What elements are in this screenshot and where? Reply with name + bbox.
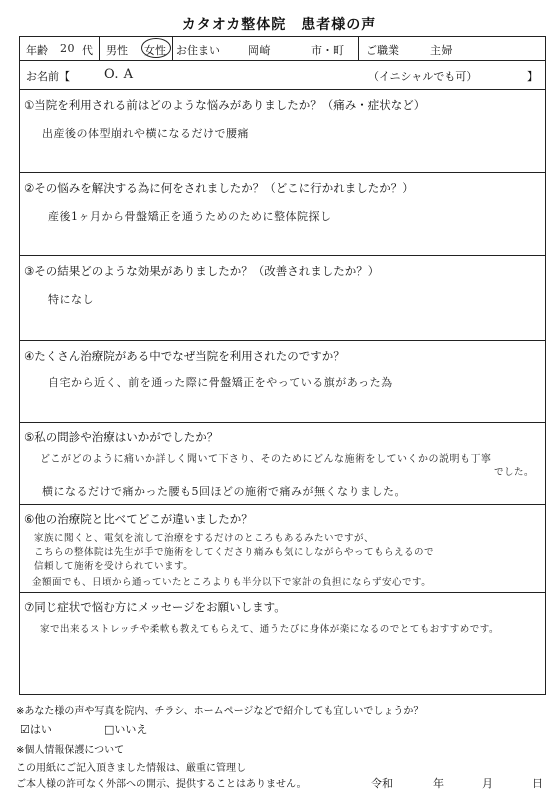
question-3-label: ③その結果どのような効果がありましたか？（改善されましたか？）: [24, 264, 380, 278]
question-3-answer: 特になし: [48, 293, 94, 306]
age-unit: 代: [82, 44, 93, 57]
divider: [20, 89, 545, 90]
date-era: 令和: [371, 777, 393, 790]
job-value: 主婦: [430, 44, 453, 57]
question-5-answer-line-3: 横になるだけで痛かった腰も5回ほどの施術で痛みが無くなりました。: [42, 485, 406, 498]
job-label: ご職業: [366, 44, 399, 57]
privacy-line-1: この用紙にご記入頂きました情報は、厳重に管理し: [16, 763, 246, 774]
divider: [172, 37, 173, 60]
privacy-line-2: ご本人様の許可なく外部への開示、提供することはありません。: [16, 779, 307, 790]
name-label: お名前【: [26, 70, 70, 83]
consent-no-option[interactable]: □いいえ: [104, 723, 148, 736]
name-hint: （イニシャルでも可）: [368, 70, 478, 83]
address-value: 岡崎: [248, 44, 271, 57]
privacy-heading: ※個人情報保護について: [16, 745, 125, 756]
age-label: 年齢: [26, 44, 48, 57]
consent-question: ※あなた様の声や写真を院内、チラシ、ホームページなどで紹介しても宜しいでしょうか？: [16, 706, 424, 717]
questionnaire-form: [19, 36, 546, 695]
divider: [20, 422, 545, 423]
question-2-answer: 産後1ヶ月から骨盤矯正を通うためのために整体院探し: [48, 210, 332, 223]
divider: [20, 60, 545, 61]
question-4-label: ④たくさん治療院がある中でなぜ当院を利用されたのですか？: [24, 349, 345, 363]
question-1-answer: 出産後の体型崩れや横になるだけで腰痛: [42, 127, 249, 140]
gender-female-option: 女性: [144, 44, 166, 57]
question-2-label: ②その悩みを解決する為に何をされましたか？（どこに行かれましたか？）: [24, 181, 414, 195]
divider: [20, 172, 545, 173]
name-value: O. A: [104, 67, 134, 82]
gender-circle-mark: [141, 38, 171, 58]
consent-yes-option[interactable]: ☑はい: [20, 723, 52, 736]
question-6-answer-line-2: こちらの整体院は先生が手で施術をしてくださり痛みも気にしながらやってもらえるので: [34, 547, 435, 558]
question-6-answer-line-4: 金額面でも、日頃から通っていたところよりも半分以下で家計の負担にならず安心です。: [32, 577, 432, 588]
question-6-label: ⑥他の治療院と比べてどこが違いましたか？: [24, 512, 253, 526]
question-5-answer-line-2: でした。: [494, 467, 535, 478]
divider: [358, 37, 359, 60]
question-5-label: ⑤私の問診や治療はいかがでしたか？: [24, 430, 219, 444]
question-7-answer: 家で出来るストレッチや柔軟も教えてもらえて、通うたびに身体が楽になるのでとてもおすすめです。: [40, 624, 500, 635]
question-6-answer-line-1: 家族に聞くと、電気を流して治療をするだけのところもあるみたいですが、: [34, 533, 375, 544]
question-4-answer: 自宅から近く、前を通った際に骨盤矯正をやっている旗があった為: [48, 376, 393, 389]
date-month: 月: [482, 777, 493, 790]
gender-male-option: 男性: [106, 44, 128, 57]
question-7-label: ⑦同じ症状で悩む方にメッセージをお願いします。: [24, 600, 286, 614]
date-year: 年: [433, 777, 444, 790]
divider: [99, 37, 100, 60]
address-label: お住まい: [176, 44, 220, 57]
form-title: カタオカ整体院 患者様の声: [181, 17, 377, 33]
name-bracket-close: 】: [527, 70, 538, 83]
question-6-answer-line-3: 信頼して施術を受けられています。: [34, 561, 194, 572]
date-day: 日: [532, 777, 543, 790]
divider: [20, 592, 545, 593]
divider: [20, 255, 545, 256]
age-value: 20: [60, 42, 75, 55]
question-1-label: ①当院を利用される前はどのような悩みがありましたか？（痛み・症状など）: [24, 98, 426, 112]
divider: [20, 504, 545, 505]
address-unit: 市・町: [311, 44, 344, 57]
question-5-answer-line-1: どこがどのように痛いか詳しく聞いて下さり、そのためにどんな施術をしていくかの説明も丁寧: [40, 454, 492, 465]
divider: [20, 340, 545, 341]
